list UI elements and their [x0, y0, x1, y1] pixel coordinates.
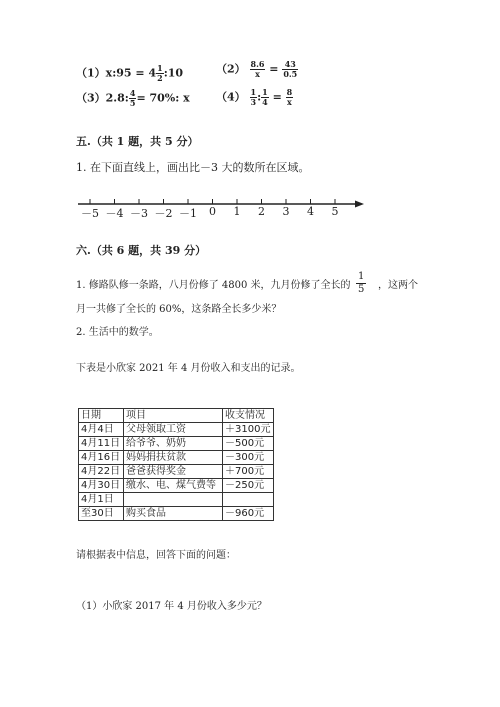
fraction [282, 60, 298, 79]
tick-label: 1 [233, 205, 241, 218]
table-row [79, 493, 274, 507]
numerator: 4 [129, 88, 136, 98]
equation-text: :10 [163, 66, 184, 80]
fraction [250, 60, 266, 79]
equation-1 [76, 64, 183, 83]
table-row [79, 423, 274, 437]
table-cell: 至30日 [79, 507, 124, 521]
table-cell: 4月1日 [79, 493, 124, 507]
question-number: （3） [76, 91, 106, 105]
tick-label: －1 [179, 207, 197, 220]
fraction [156, 64, 164, 83]
numerator: 1 [250, 87, 257, 97]
denominator: 0.5 [283, 69, 298, 79]
equation-4 [216, 88, 293, 107]
table-row [79, 437, 274, 451]
table-header-cell: 日期 [79, 409, 124, 423]
numerator: 1 [157, 63, 163, 73]
denominator: 3 [250, 97, 257, 107]
table-cell: －250元 [223, 479, 274, 493]
numerator: 1 [358, 271, 365, 282]
table-cell: －960元 [223, 507, 274, 521]
table-cell: 4月4日 [79, 423, 124, 437]
tick-label: －4 [105, 207, 124, 220]
section-heading: 六.（共 6 题，共 39 分） [76, 244, 207, 257]
denominator: x [287, 97, 292, 107]
equation-text: x:95 = 4 [105, 66, 157, 80]
arrow-icon [355, 201, 364, 208]
table-cell: 父母领取工资 [124, 423, 223, 437]
table-cell: 4月11日 [79, 437, 124, 451]
equation-text: = 70%: x [136, 91, 190, 105]
tick-label: 0 [209, 205, 216, 218]
fraction [286, 88, 294, 107]
equation-2 [216, 60, 298, 79]
table-cell [223, 493, 274, 507]
table-header-cell: 收支情况 [223, 409, 274, 423]
tick-label: 3 [282, 205, 290, 218]
tick-label: －5 [81, 207, 99, 220]
question-text: 1. 在下面直线上，画出比－3 大的数所在区域。 [76, 161, 310, 174]
table-cell [124, 493, 223, 507]
question-text: 1. 修路队修一条路，八月份修了 4800 米，九月份修了全长的 [76, 280, 351, 291]
question-text: 2. 生活中的数学。 [76, 327, 159, 338]
equals-sign: = [269, 62, 279, 76]
table-cell: 4月22日 [79, 465, 124, 479]
numerator: 8 [286, 87, 293, 97]
table-cell: 缴水、电、煤气费等 [124, 479, 223, 493]
table-row [79, 465, 274, 479]
numerator: 43 [282, 60, 298, 70]
record-table [78, 408, 274, 521]
table-row [79, 507, 274, 521]
table-cell: 4月16日 [79, 451, 124, 465]
tick-label: 2 [258, 205, 265, 218]
table-row [79, 479, 274, 493]
table-cell: ＋3100元 [223, 423, 274, 437]
table-cell: 购买食品 [124, 507, 223, 521]
denominator: 5 [129, 98, 136, 108]
sub-question-text: （1）小欣家 2017 年 4 月份收入多少元？ [76, 601, 267, 612]
fraction [356, 271, 366, 296]
table-cell: 给爷爷、奶奶 [124, 437, 223, 451]
denominator: x [255, 69, 260, 79]
question-number: （2） [216, 62, 246, 76]
numerator: 8.6 [250, 59, 265, 69]
prompt-text: 请根据表中信息，回答下面的问题： [76, 550, 236, 561]
table-header-cell: 项目 [124, 409, 223, 423]
table-cell: －500元 [223, 437, 274, 451]
denominator: 5 [358, 284, 365, 295]
equals-sign: = [272, 90, 282, 104]
question-text: 月一共修了全长的 60%，这条路全长多少米？ [76, 304, 282, 315]
equation-text: 2.8: [105, 91, 129, 105]
numerator: 1 [262, 87, 268, 97]
question-text: ，这两个 [378, 280, 418, 291]
question-number: （1） [76, 66, 106, 80]
denominator: 2 [157, 73, 163, 83]
table-cell: －300元 [223, 451, 274, 465]
tick-label: 4 [307, 205, 314, 218]
record-table-container [78, 408, 274, 521]
table-cell: 4月30日 [79, 479, 124, 493]
table-cell: ＋700元 [223, 465, 274, 479]
colon: : [257, 90, 262, 104]
intro-text: 下表是小欣家 2021 年 4 月份收入和支出的记录。 [76, 363, 301, 374]
question-number: （4） [216, 90, 246, 104]
denominator: 4 [262, 97, 268, 107]
section-heading: 五.（共 1 题，共 5 分） [76, 135, 199, 148]
table-header-row [79, 409, 274, 423]
tick-label: 5 [331, 205, 339, 218]
equation-3 [76, 89, 190, 108]
tick-label: －2 [154, 207, 173, 220]
table-row [79, 451, 274, 465]
fraction [250, 88, 258, 107]
table-cell: 妈妈捐扶贫款 [124, 451, 223, 465]
tick-label: －3 [130, 207, 148, 220]
table-cell: 爸爸获得奖金 [124, 465, 223, 479]
fraction [261, 88, 269, 107]
